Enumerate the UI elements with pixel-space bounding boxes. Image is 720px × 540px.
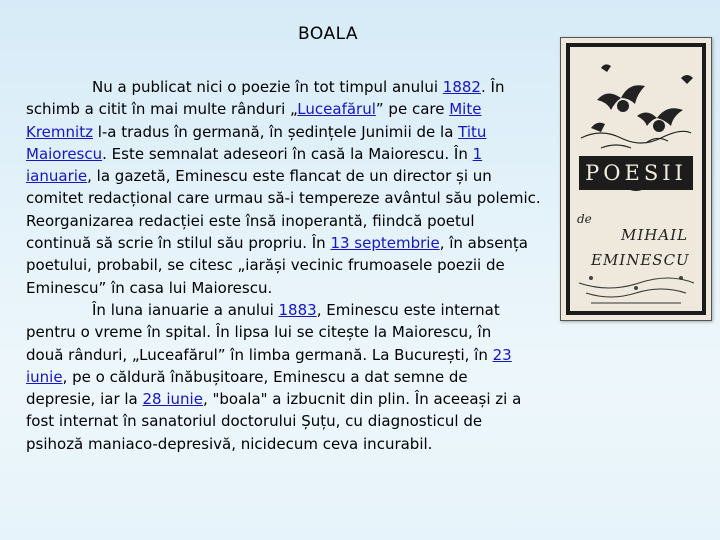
paragraph-1-line: Maiorescu. Este semnalat adeseori în casă la Maiorescu. În 1 xyxy=(26,144,483,163)
link-maiorescu[interactable]: Maiorescu xyxy=(26,144,103,163)
paragraph-1-line: comitet redacțional care urmau să-i tempereze avântul său polemic. xyxy=(26,189,541,208)
paragraph-2 xyxy=(26,299,556,455)
paragraph-1-line: Kremnitz l-a tradus în germană, în ședințele Junimii de la Titu xyxy=(26,122,487,141)
link-luceafărul[interactable]: Luceafărul xyxy=(297,100,376,119)
link-28-iunie[interactable]: 28 iunie xyxy=(142,390,203,409)
paragraph-1-line: schimb a citit în mai multe rânduri „Luceafărul” pe care Mite xyxy=(26,100,482,119)
paragraph-1-line: Reorganizarea redacției este însă inoperantă, fiindcă poetul xyxy=(26,211,475,230)
link-1883[interactable]: 1883 xyxy=(278,300,317,319)
link-1882[interactable]: 1882 xyxy=(442,78,481,96)
link-titu[interactable]: Titu xyxy=(458,122,487,141)
link-23[interactable]: 23 xyxy=(492,345,512,364)
page-title: BOALA xyxy=(298,24,359,44)
link-mite[interactable]: Mite xyxy=(449,100,482,119)
paragraph-1 xyxy=(26,76,556,299)
body-text xyxy=(26,76,556,455)
paragraph-1-line: ianuarie, la gazetă, Eminescu este flancat de un director și un xyxy=(26,167,492,186)
paragraph-2-line: iunie, pe o căldură înăbușitoare, Eminescu a dat semne de xyxy=(26,367,468,386)
paragraph-2-line: pentru o vreme în spital. În lipsa lui se citește la Maiorescu, în xyxy=(26,323,492,342)
link-13-septembrie[interactable]: 13 septembrie xyxy=(330,234,440,253)
paragraph-1-line: continuă să scrie în stilul său propriu. În 13 septembrie, în absența xyxy=(26,234,529,253)
paragraph-2-line: fost internat în sanatoriul doctorului Șuțu, cu diagnosticul de xyxy=(26,412,483,431)
link-kremnitz[interactable]: Kremnitz xyxy=(26,122,93,141)
paragraph-2-line: două rânduri, „Luceafărul” în limba germană. La București, în 23 xyxy=(26,345,512,364)
link-ianuarie[interactable]: ianuarie xyxy=(26,167,88,186)
cover-author-last: EMINESCU xyxy=(591,251,690,269)
paragraph-2-line: În luna ianuarie a anului 1883, Eminescu este internat xyxy=(92,300,500,319)
book-cover-image xyxy=(560,37,712,321)
cover-by: de xyxy=(577,212,592,226)
paragraph-2-line: psihoză maniaco-depresivă, nicidecum ceva incurabil. xyxy=(26,434,433,453)
paragraph-1-line: poetului, probabil, se citesc „iarăși vecinic frumoasele poezii de xyxy=(26,256,505,275)
cover-author-first: MIHAIL xyxy=(621,226,689,244)
paragraph-1-line: Eminescu” în casa lui Maiorescu. xyxy=(26,278,273,297)
link-iunie[interactable]: iunie xyxy=(26,367,63,386)
link-1[interactable]: 1 xyxy=(472,144,483,163)
paragraph-2-line: depresie, iar la 28 iunie, "boala" a izbucnit din plin. În aceeași zi a xyxy=(26,390,522,409)
cover-title: POESII xyxy=(579,156,693,190)
paragraph-1-line: Nu a publicat nici o poezie în tot timpul anului 1882. În xyxy=(92,78,505,96)
